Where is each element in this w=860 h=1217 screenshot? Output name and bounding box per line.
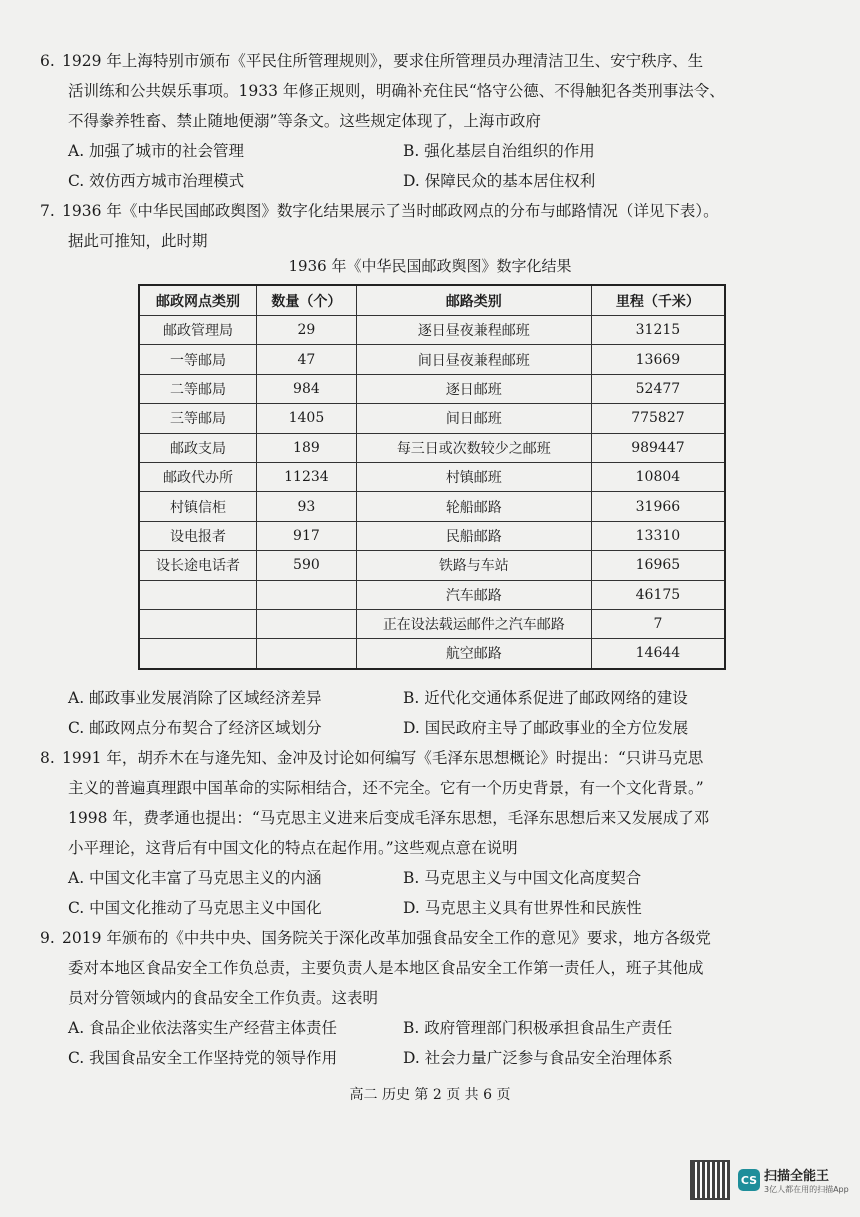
- question-text-line: 小平理论，这背后有中国文化的特点在起作用。”这些观点意在说明: [68, 839, 518, 857]
- table-cell: 29: [257, 316, 357, 345]
- question-text-line: 1929 年上海特别市颁布《平民住所管理规则》，要求住所管理员办理清洁卫生、安宁秩序、生: [62, 52, 704, 70]
- table-row: [139, 345, 725, 374]
- column-header: 里程（千米）: [591, 285, 725, 316]
- option-d: D. 马克思主义具有世界性和民族性: [403, 899, 642, 917]
- question-6: [40, 46, 815, 136]
- table-row: [139, 580, 725, 609]
- scanner-slogan: 3亿人都在用的扫描App: [764, 1185, 849, 1194]
- table-cell: 设长途电话者: [139, 551, 257, 580]
- question-text-line: 1991 年，胡乔木在与逄先知、金冲及讨论如何编写《毛泽东思想概论》时提出：“只讲马克思: [62, 749, 704, 767]
- table-cell: 民船邮路: [356, 521, 591, 550]
- table-row: [139, 551, 725, 580]
- table-cell: [139, 639, 257, 669]
- table-cell: 13310: [591, 521, 725, 550]
- table-cell: 47: [257, 345, 357, 374]
- cs-logo-icon: CS: [738, 1169, 760, 1191]
- table-cell: 1405: [257, 404, 357, 433]
- table-cell: 逐日邮班: [356, 374, 591, 403]
- table-row: [139, 492, 725, 521]
- question-9-options: [68, 1013, 828, 1073]
- table-cell: 989447: [591, 433, 725, 462]
- question-text-line: 不得豢养牲畜、禁止随地便溺”等条文。这些规定体现了，上海市政府: [68, 112, 541, 130]
- table-row: [139, 521, 725, 550]
- table-cell: 间日昼夜兼程邮班: [356, 345, 591, 374]
- column-header: 邮路类别: [356, 285, 591, 316]
- page-footer: 高二 历史 第 2 页 共 6 页: [349, 1087, 511, 1103]
- question-text-line: 据此可推知，此时期: [68, 232, 208, 250]
- option-c: C. 效仿西方城市治理模式: [68, 172, 245, 190]
- column-header: 邮政网点类别: [139, 285, 257, 316]
- qr-code-icon: [690, 1160, 730, 1200]
- table-cell: 设电报者: [139, 521, 257, 550]
- table-row: [139, 639, 725, 669]
- table-cell: 三等邮局: [139, 404, 257, 433]
- table-row: [139, 433, 725, 462]
- option-d: D. 社会力量广泛参与食品安全治理体系: [403, 1049, 673, 1067]
- option-d: D. 保障民众的基本居住权利: [403, 172, 596, 190]
- table-cell: 航空邮路: [356, 639, 591, 669]
- table-cell: 铁路与车站: [356, 551, 591, 580]
- table-cell: [139, 580, 257, 609]
- table-cell: 邮政管理局: [139, 316, 257, 345]
- table-cell: [257, 609, 357, 638]
- table-cell: 村镇邮班: [356, 462, 591, 491]
- option-d: D. 国民政府主导了邮政事业的全方位发展: [403, 719, 689, 737]
- question-6-options: [68, 136, 828, 196]
- table-cell: 52477: [591, 374, 725, 403]
- table-cell: 46175: [591, 580, 725, 609]
- option-c: C. 我国食品安全工作坚持党的领导作用: [68, 1049, 338, 1067]
- option-c: C. 邮政网点分布契合了经济区域划分: [68, 719, 322, 737]
- table-cell: 93: [257, 492, 357, 521]
- table-cell: 31966: [591, 492, 725, 521]
- table-cell: 189: [257, 433, 357, 462]
- question-number: 9.: [40, 929, 55, 947]
- table-cell: 一等邮局: [139, 345, 257, 374]
- option-c: C. 中国文化推动了马克思主义中国化: [68, 899, 322, 917]
- table-cell: 984: [257, 374, 357, 403]
- option-b: B. 马克思主义与中国文化高度契合: [403, 869, 642, 887]
- table-cell: 7: [591, 609, 725, 638]
- table-title: 1936 年《中华民国邮政舆图》数字化结果: [288, 257, 572, 275]
- option-a: A. 中国文化丰富了马克思主义的内涵: [68, 869, 322, 887]
- option-a: A. 加强了城市的社会管理: [68, 142, 245, 160]
- table-cell: 10804: [591, 462, 725, 491]
- question-number: 7.: [40, 202, 55, 220]
- table-cell: 正在设法载运邮件之汽车邮路: [356, 609, 591, 638]
- option-b: B. 政府管理部门积极承担食品生产责任: [403, 1019, 673, 1037]
- table-row: [139, 404, 725, 433]
- question-number: 6.: [40, 52, 55, 70]
- table-cell: 二等邮局: [139, 374, 257, 403]
- question-text-line: 2019 年颁布的《中共中央、国务院关于深化改革加强食品安全工作的意见》要求，地方各级党: [62, 929, 711, 947]
- question-text-line: 1936 年《中华民国邮政舆图》数字化结果展示了当时邮政网点的分布与邮路情况（详见下表）。: [62, 202, 719, 220]
- table-cell: 31215: [591, 316, 725, 345]
- question-text-line: 委对本地区食品安全工作负总责，主要负责人是本地区食品安全工作第一责任人，班子其他成: [68, 959, 704, 977]
- table-cell: 汽车邮路: [356, 580, 591, 609]
- table-cell: 村镇信柜: [139, 492, 257, 521]
- question-7: [40, 196, 815, 256]
- question-text-line: 活训练和公共娱乐事项。1933 年修正规则，明确补充住民“恪守公德、不得触犯各类刑事法令、: [68, 82, 725, 100]
- option-a: A. 邮政事业发展消除了区域经济差异: [68, 689, 322, 707]
- table-cell: 917: [257, 521, 357, 550]
- table-cell: 16965: [591, 551, 725, 580]
- table-cell: 775827: [591, 404, 725, 433]
- table-cell: 每三日或次数较少之邮班: [356, 433, 591, 462]
- table-row: [139, 609, 725, 638]
- question-9: [40, 923, 815, 1013]
- table-cell: 邮政代办所: [139, 462, 257, 491]
- table-row: [139, 462, 725, 491]
- table-row: [139, 316, 725, 345]
- table-cell: [139, 609, 257, 638]
- question-8-options: [68, 863, 828, 923]
- question-7-options: [68, 683, 828, 743]
- table-cell: 间日邮班: [356, 404, 591, 433]
- column-header: 数量（个）: [257, 285, 357, 316]
- table-row: [139, 374, 725, 403]
- question-text-line: 员对分管领域内的食品安全工作负责。这表明: [68, 989, 379, 1007]
- option-b: B. 近代化交通体系促进了邮政网络的建设: [403, 689, 688, 707]
- table-cell: [257, 639, 357, 669]
- option-a: A. 食品企业依法落实生产经营主体责任: [68, 1019, 338, 1037]
- question-text-line: 主义的普遍真理跟中国革命的实际相结合，还不完全。它有一个历史背景，有一个文化背景。”: [68, 779, 704, 797]
- table-cell: 逐日昼夜兼程邮班: [356, 316, 591, 345]
- table-cell: 14644: [591, 639, 725, 669]
- question-text-line: 1998 年，费孝通也提出：“马克思主义进来后变成毛泽东思想，毛泽东思想后来又发展成了邓: [68, 809, 710, 827]
- table-cell: 13669: [591, 345, 725, 374]
- table-header-row: [139, 285, 725, 316]
- question-8: [40, 743, 815, 863]
- table-cell: 11234: [257, 462, 357, 491]
- option-b: B. 强化基层自治组织的作用: [403, 142, 595, 160]
- table-cell: 590: [257, 551, 357, 580]
- table-cell: 邮政支局: [139, 433, 257, 462]
- scanner-watermark: [690, 1160, 849, 1200]
- table-cell: 轮船邮路: [356, 492, 591, 521]
- table-cell: [257, 580, 357, 609]
- scanner-brand: 扫描全能王: [764, 1169, 830, 1184]
- postal-data-table: [138, 284, 726, 670]
- question-number: 8.: [40, 749, 55, 767]
